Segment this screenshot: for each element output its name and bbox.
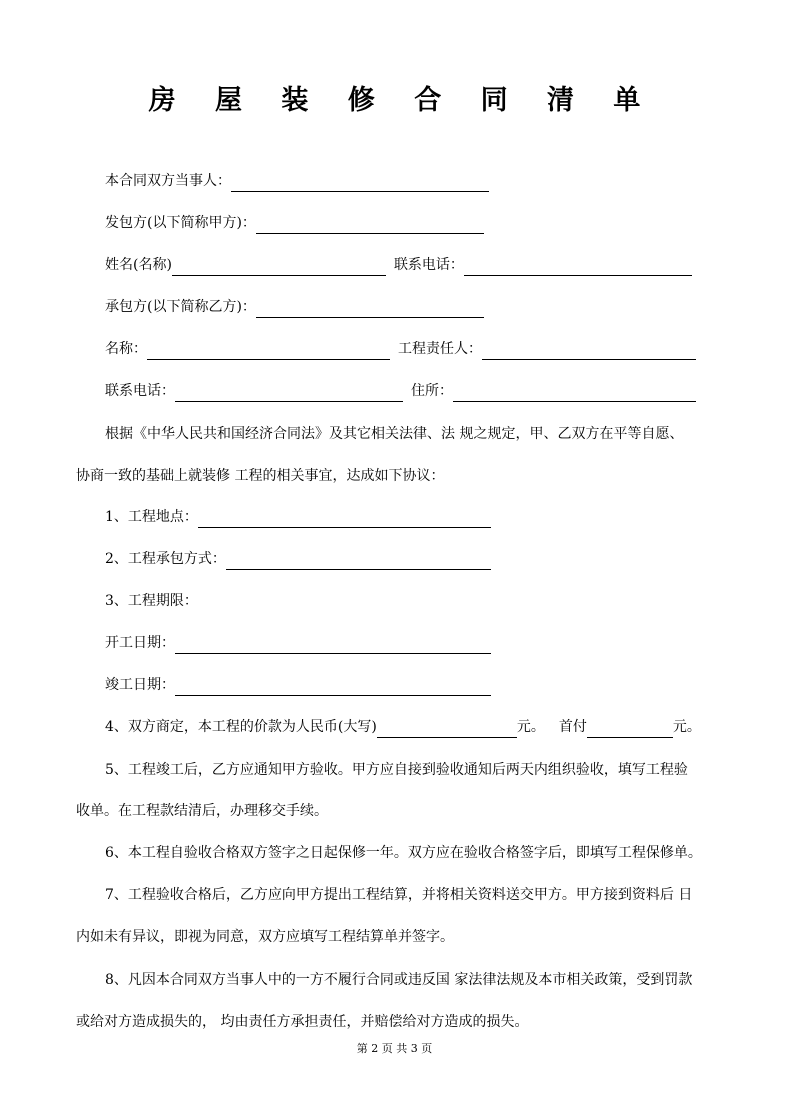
end-date-label: 竣工日期： bbox=[105, 677, 175, 693]
name-b-blank[interactable] bbox=[147, 343, 390, 360]
phone-b-label: 联系电话： bbox=[105, 383, 175, 399]
first-pay-blank[interactable] bbox=[587, 721, 673, 738]
item6-line: 6、本工程自验收合格双方签字之日起保修一年。双方应在验收合格签字后，即填写工程保修单。 bbox=[105, 845, 702, 861]
parties-row bbox=[105, 170, 489, 192]
phone-a-label: 联系电话： bbox=[393, 257, 464, 273]
parties-label: 本合同双方当事人： bbox=[105, 173, 231, 189]
name-b-label: 名称： bbox=[105, 341, 147, 357]
name-a-blank[interactable] bbox=[172, 259, 386, 276]
price-label: 4、双方商定，本工程的价款为人民币(大写) bbox=[105, 719, 377, 735]
document-title: 房 屋 装 修 合 同 清 单 bbox=[148, 85, 656, 116]
intro-line-2: 协商一致的基础上就装修 工程的相关事宜，达成如下协议： bbox=[76, 468, 445, 484]
location-label: 1、工程地点： bbox=[105, 509, 198, 525]
name-a-label: 姓名(名称) bbox=[105, 257, 172, 273]
start-date-label: 开工日期： bbox=[105, 635, 175, 651]
period-label: 3、工程期限： bbox=[105, 593, 198, 609]
phone-b-row bbox=[105, 380, 696, 402]
item8-line-1: 8、凡因本合同双方当事人中的一方不履行合同或违反国 家法律法规及本市相关政策，受到罚款 bbox=[105, 972, 693, 988]
item8-line-2: 或给对方造成损失的， 均由责任方承担责任，并赔偿给对方造成的损失。 bbox=[76, 1014, 529, 1030]
first-pay-label: 首付 bbox=[558, 719, 587, 735]
contract-mode-blank[interactable] bbox=[226, 553, 491, 570]
contract-mode-label: 2、工程承包方式： bbox=[105, 551, 226, 567]
manager-blank[interactable] bbox=[482, 343, 696, 360]
name-b-row bbox=[105, 338, 696, 360]
party-b-row bbox=[105, 296, 484, 318]
party-b-blank[interactable] bbox=[256, 301, 484, 318]
parties-blank[interactable] bbox=[231, 175, 489, 192]
contract-mode-row bbox=[105, 548, 491, 570]
location-blank[interactable] bbox=[198, 511, 491, 528]
party-a-label: 发包方(以下简称甲方)： bbox=[105, 215, 256, 231]
price-unit: 元。 bbox=[516, 719, 545, 735]
manager-label: 工程责任人： bbox=[398, 341, 482, 357]
phone-b-blank[interactable] bbox=[175, 385, 403, 402]
item5-line-2: 收单。在工程款结清后，办理移交手续。 bbox=[76, 803, 328, 819]
end-date-row bbox=[105, 674, 491, 696]
party-a-row bbox=[105, 212, 484, 234]
price-blank[interactable] bbox=[377, 721, 517, 738]
party-b-label: 承包方(以下简称乙方)： bbox=[105, 299, 256, 315]
start-date-row bbox=[105, 632, 491, 654]
item5-line-1: 5、工程竣工后，乙方应通知甲方验收。甲方应自接到验收通知后两天内组织验收，填写工程验 bbox=[105, 762, 688, 778]
phone-a-blank[interactable] bbox=[464, 259, 692, 276]
address-label: 住所： bbox=[411, 383, 453, 399]
name-a-row bbox=[105, 254, 692, 276]
address-blank[interactable] bbox=[453, 385, 696, 402]
location-row bbox=[105, 506, 491, 528]
item7-line-1: 7、工程验收合格后，乙方应向甲方提出工程结算，并将相关资料送交甲方。甲方接到资料后 日 bbox=[105, 887, 693, 903]
start-date-blank[interactable] bbox=[175, 637, 491, 654]
page-number: 第 2 页 共 3 页 bbox=[356, 1042, 433, 1055]
intro-line-1: 根据《中华人民共和国经济合同法》及其它相关法律、法 规之规定，甲、乙双方在平等自愿、 bbox=[105, 426, 684, 442]
first-pay-unit: 元。 bbox=[672, 719, 701, 735]
price-row bbox=[105, 716, 701, 738]
party-a-blank[interactable] bbox=[256, 217, 484, 234]
item7-line-2: 内如未有异议，即视为同意，双方应填写工程结算单并签字。 bbox=[76, 929, 454, 945]
end-date-blank[interactable] bbox=[175, 679, 491, 696]
